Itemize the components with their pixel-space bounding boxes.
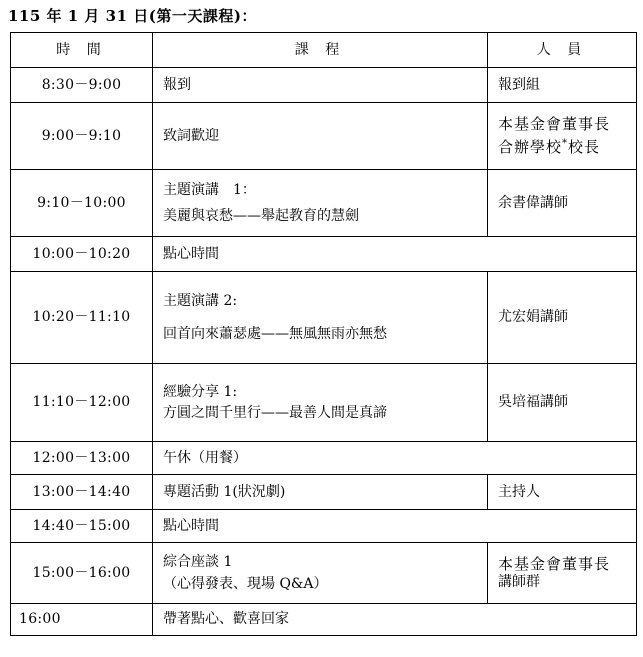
table-row — [11, 237, 637, 272]
person-line: 尤宏娟講師 — [498, 309, 568, 326]
table-row — [11, 170, 637, 237]
person-cell — [488, 543, 637, 604]
time-cell: 12:00－13:00 — [11, 442, 153, 475]
course-cell — [153, 364, 488, 442]
course-line: 綜合座談 1 — [163, 554, 233, 571]
course-line: 主題演講 2: — [163, 292, 238, 309]
course-line: 專題活動 1(狀況劇) — [163, 483, 286, 500]
time-cell: 8:30－9:00 — [11, 68, 153, 103]
table-row — [11, 604, 637, 636]
person-line: 余書偉講師 — [498, 194, 568, 211]
time-cell: 10:00－10:20 — [11, 237, 153, 272]
course-line: 帶著點心、歡喜回家 — [163, 611, 289, 628]
time-cell: 9:00－9:10 — [11, 103, 153, 170]
time-cell: 9:10－10:00 — [11, 170, 153, 237]
course-line: 主題演講 1： — [163, 181, 256, 198]
person-line — [498, 138, 626, 156]
table-row — [11, 543, 637, 604]
schedule-heading: 115 年 1 月 31 日(第一天課程)： — [8, 7, 257, 25]
course-line: 方圓之間千里行——最善人間是真諦 — [163, 405, 387, 421]
person-cell — [488, 272, 637, 364]
course-line: 美麗與哀愁——舉起教育的慧劍 — [163, 208, 359, 224]
course-line: 經驗分享 1: — [163, 383, 238, 400]
course-cell — [153, 68, 488, 103]
principal-title: 校長 — [568, 138, 601, 156]
course-line: 點心時間 — [163, 245, 219, 262]
course-line: 點心時間 — [163, 517, 219, 534]
table-row — [11, 272, 637, 364]
time-cell: 10:20－11:10 — [11, 272, 153, 364]
course-line: 致詞歡迎 — [163, 127, 219, 144]
course-line: 報到 — [163, 76, 191, 93]
person-cell — [488, 103, 637, 170]
schedule-table — [10, 32, 637, 636]
person-line: 報到組 — [498, 76, 540, 93]
table-row — [11, 103, 637, 170]
course-cell — [153, 272, 488, 364]
table-header-row — [11, 33, 637, 68]
table-row — [11, 475, 637, 510]
person-line: 本基金會董事長 — [498, 555, 611, 574]
person-line: 主持人 — [498, 483, 540, 500]
column-header-course: 課 程 — [153, 33, 488, 68]
course-cell — [153, 604, 637, 636]
time-cell: 15:00－16:00 — [11, 543, 153, 604]
person-cell — [488, 170, 637, 237]
table-row — [11, 68, 637, 103]
column-header-person: 人 員 — [488, 33, 637, 68]
person-cell — [488, 475, 637, 510]
table-row — [11, 442, 637, 475]
person-cell — [488, 68, 637, 103]
person-line: 本基金會董事長 — [498, 114, 611, 133]
school-name: 合辦學校 — [498, 138, 563, 156]
course-line: （心得發表、現場 Q&A） — [163, 575, 328, 592]
course-cell — [153, 442, 637, 475]
course-cell — [153, 170, 488, 237]
person-line: 講師群 — [498, 573, 540, 590]
time-cell: 16:00 — [11, 604, 153, 636]
column-header-time: 時 間 — [11, 33, 153, 68]
person-line: 吳培福講師 — [498, 394, 568, 411]
footnote-mark: * — [562, 138, 569, 149]
course-cell — [153, 475, 488, 510]
course-line: 午休（用餐） — [163, 449, 247, 466]
course-line: 回首向來蕭瑟處——無風無雨亦無愁 — [163, 326, 387, 342]
table-row — [11, 364, 637, 442]
time-cell: 13:00－14:40 — [11, 475, 153, 510]
course-cell — [153, 543, 488, 604]
person-cell — [488, 364, 637, 442]
time-cell: 11:10－12:00 — [11, 364, 153, 442]
table-row — [11, 510, 637, 543]
course-cell — [153, 103, 488, 170]
course-cell — [153, 237, 637, 272]
course-cell — [153, 510, 637, 543]
time-cell: 14:40－15:00 — [11, 510, 153, 543]
